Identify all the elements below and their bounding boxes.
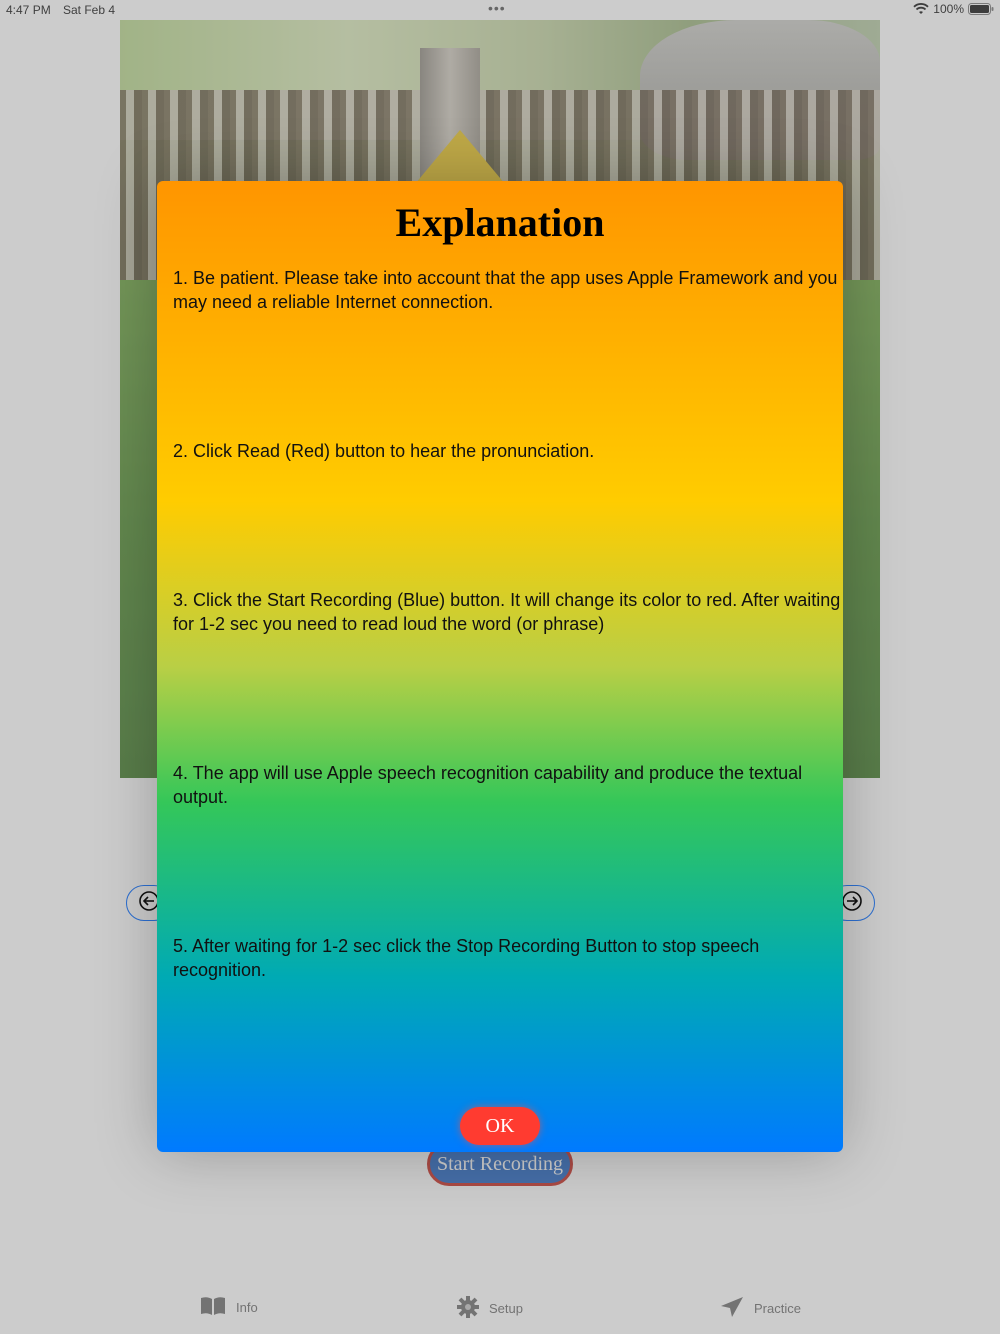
tab-practice-label: Practice [754, 1301, 801, 1316]
status-date: Sat Feb 4 [63, 3, 116, 17]
start-recording-button[interactable]: Start Recording [427, 1142, 573, 1186]
arrow-right-icon [841, 890, 863, 917]
explanation-item: 1. Be patient. Please take into account that the app uses Apple Framework and you may need a reliable Internet connection. [173, 268, 838, 312]
explanation-item: 2. Click Read (Red) button to hear the pronunciation. [173, 441, 595, 461]
ok-button[interactable]: OK [460, 1107, 540, 1145]
battery-percent: 100% [933, 2, 964, 16]
multitasking-dots-icon[interactable]: ••• [488, 0, 506, 16]
modal-title: Explanation [395, 200, 605, 245]
explanation-modal [157, 181, 843, 1152]
status-time: 4:47 PM [6, 3, 51, 17]
tab-info-label: Info [236, 1300, 258, 1315]
explanation-item: 4. The app will use Apple speech recognition capability and produce the textual output. [173, 763, 803, 807]
explanation-item: 3. Click the Start Recording (Blue) button. It will change its color to red. After waiting for 1-2 sec you need to read loud the word (or phrase) [173, 590, 841, 634]
explanation-item: 5. After waiting for 1-2 sec click the Stop Recording Button to stop speech recognition. [173, 936, 760, 980]
tab-setup-label: Setup [489, 1301, 523, 1316]
